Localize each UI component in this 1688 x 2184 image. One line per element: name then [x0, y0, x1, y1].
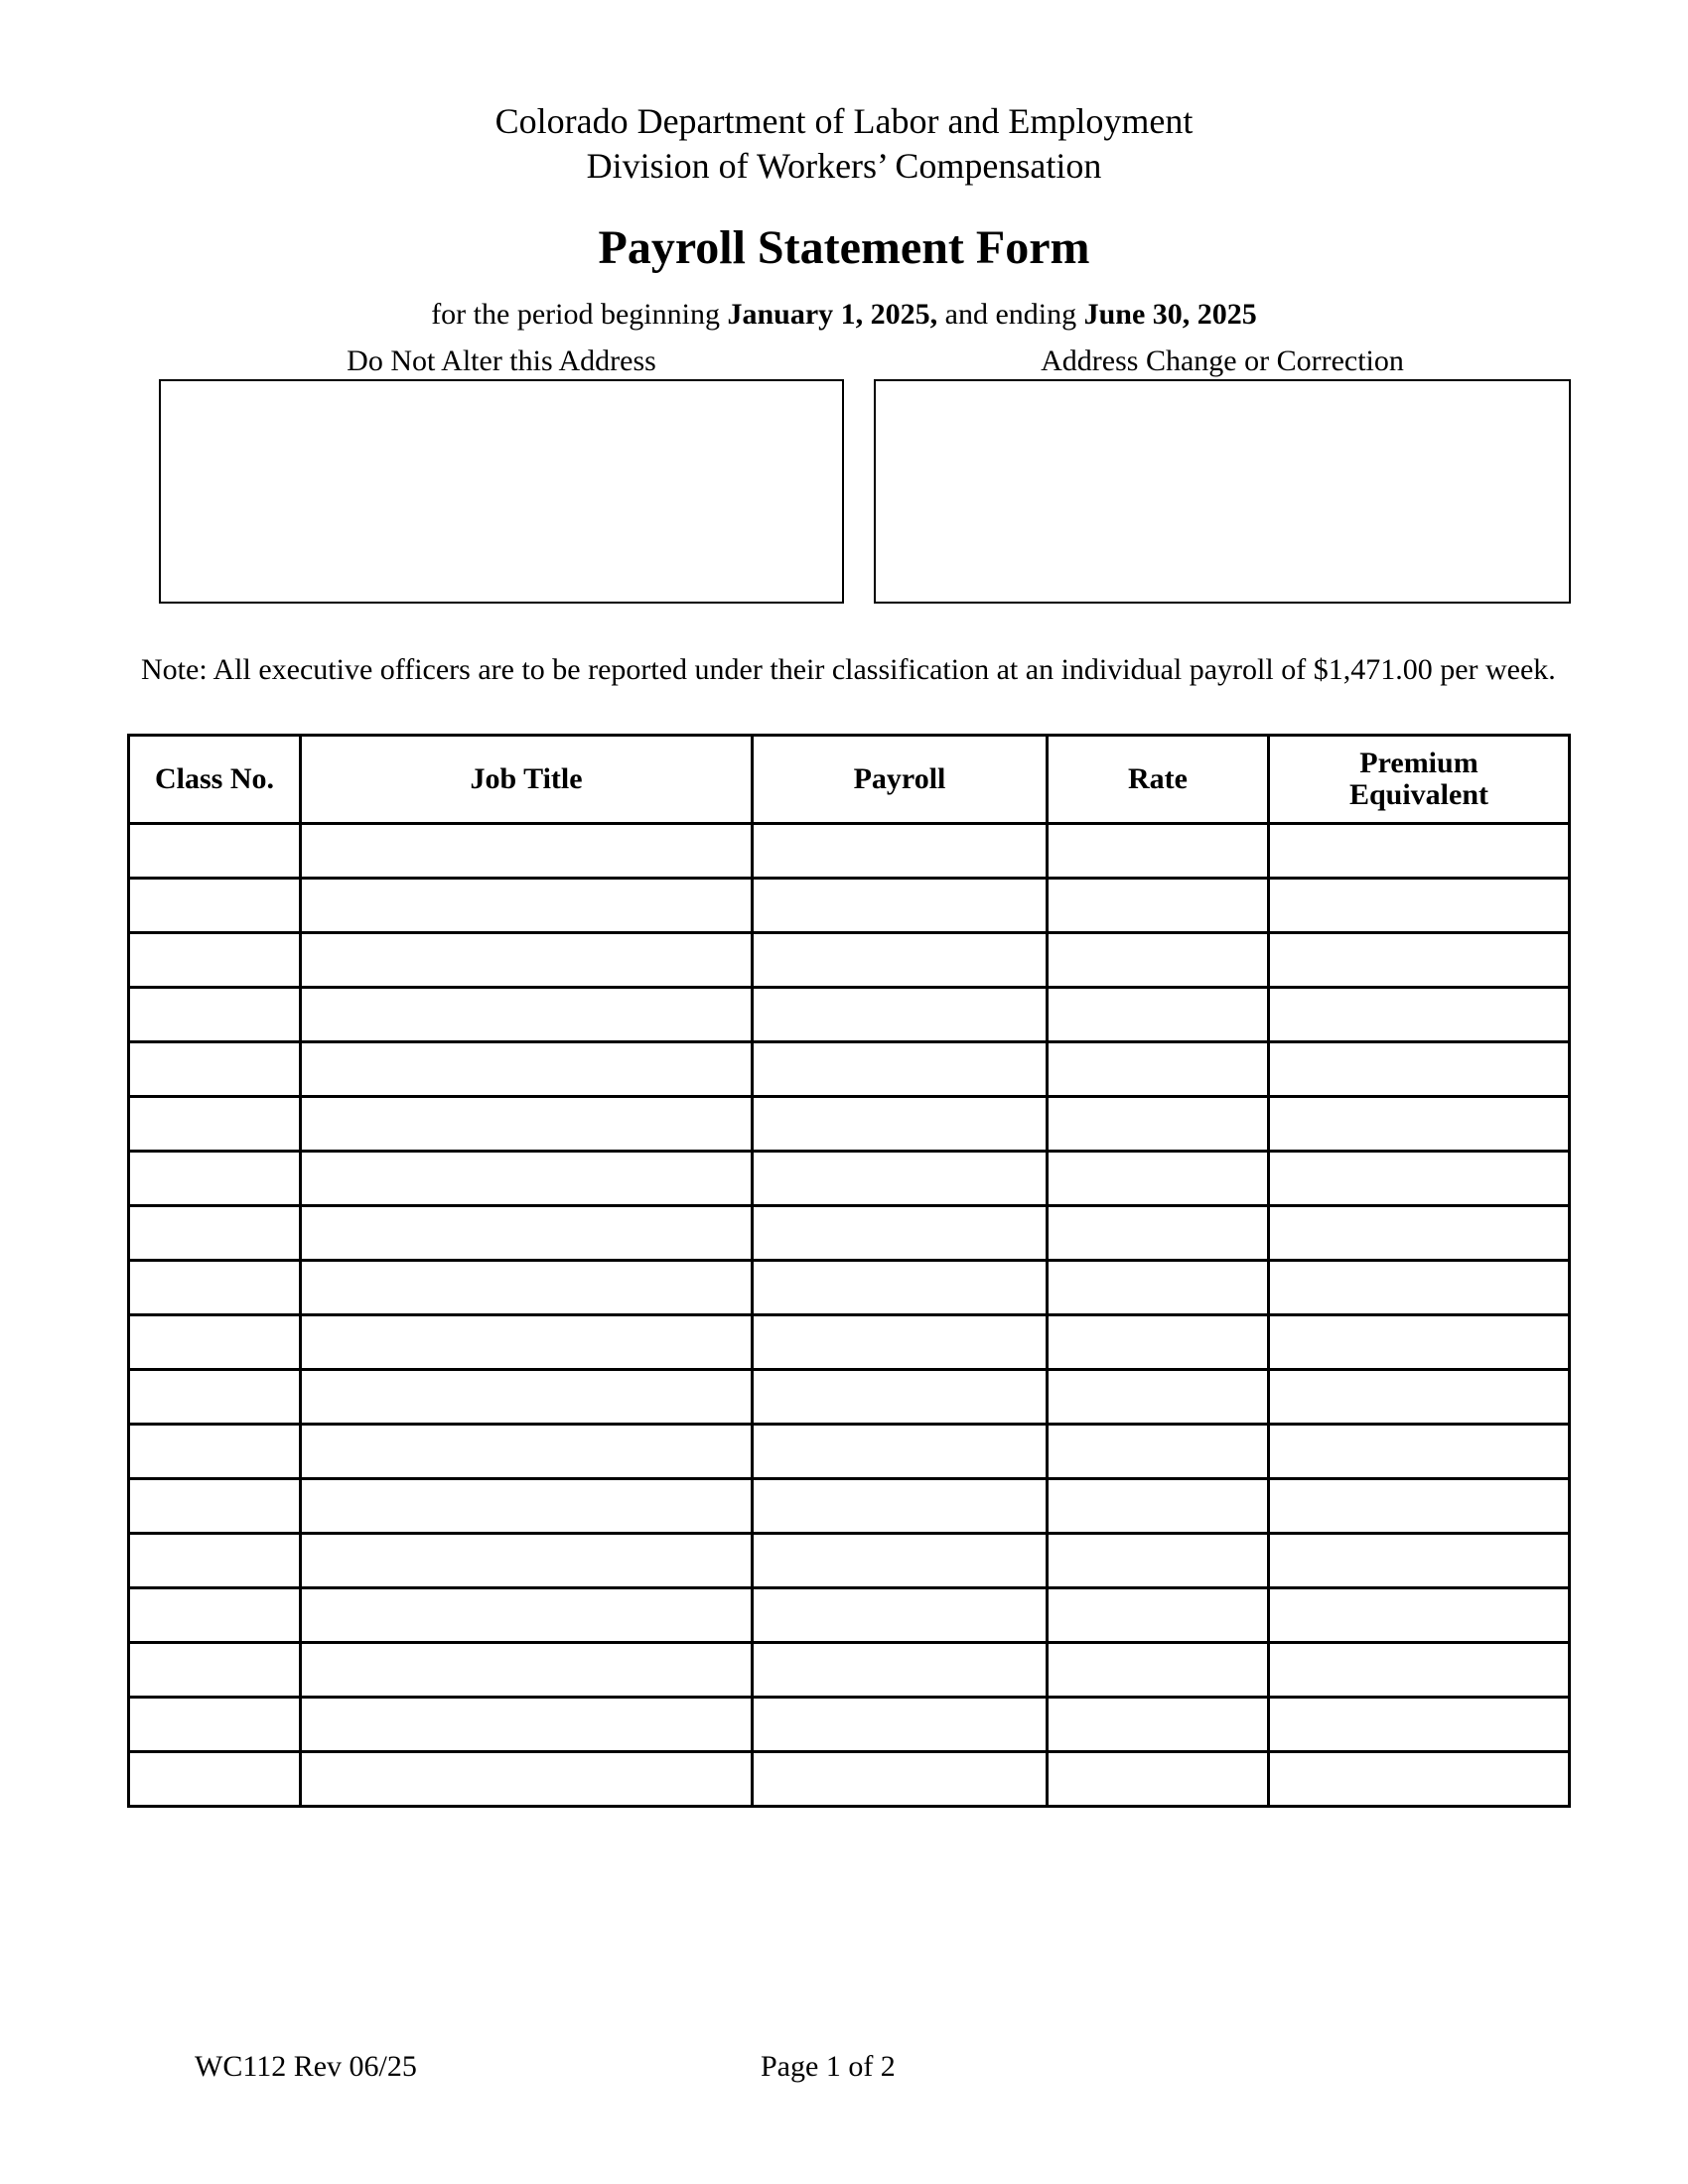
payroll-cell[interactable] [753, 1097, 1048, 1152]
premium-equivalent-cell[interactable] [1269, 1206, 1570, 1261]
job-title-cell[interactable] [301, 1643, 753, 1698]
payroll-cell[interactable] [753, 879, 1048, 933]
rate-cell[interactable] [1048, 1152, 1269, 1206]
premium-equivalent-cell[interactable] [1269, 879, 1570, 933]
column-header-rate: Rate [1048, 736, 1269, 824]
job-title-cell[interactable] [301, 824, 753, 879]
table-row [129, 1261, 1570, 1315]
job-title-cell[interactable] [301, 1152, 753, 1206]
rate-cell[interactable] [1048, 1479, 1269, 1534]
payroll-cell[interactable] [753, 933, 1048, 988]
payroll-cell[interactable] [753, 1152, 1048, 1206]
premium-equivalent-cell[interactable] [1269, 1370, 1570, 1425]
table-row [129, 1643, 1570, 1698]
rate-cell[interactable] [1048, 1370, 1269, 1425]
payroll-cell[interactable] [753, 1042, 1048, 1097]
premium-equivalent-cell[interactable] [1269, 1698, 1570, 1752]
rate-cell[interactable] [1048, 1588, 1269, 1643]
job-title-cell[interactable] [301, 988, 753, 1042]
job-title-cell[interactable] [301, 1042, 753, 1097]
payroll-table [127, 734, 1571, 1808]
payroll-table-body [129, 824, 1570, 1807]
job-title-cell[interactable] [301, 1315, 753, 1370]
payroll-cell[interactable] [753, 988, 1048, 1042]
class-no-cell[interactable] [129, 1042, 301, 1097]
class-no-cell[interactable] [129, 1698, 301, 1752]
table-row [129, 1152, 1570, 1206]
rate-cell[interactable] [1048, 1425, 1269, 1479]
payroll-cell[interactable] [753, 1588, 1048, 1643]
rate-cell[interactable] [1048, 879, 1269, 933]
column-header-job-title: Job Title [301, 736, 753, 824]
table-row [129, 1534, 1570, 1588]
class-no-cell[interactable] [129, 1752, 301, 1807]
premium-header-line2: Equivalent [1348, 778, 1489, 811]
class-no-cell[interactable] [129, 1152, 301, 1206]
premium-equivalent-cell[interactable] [1269, 988, 1570, 1042]
payroll-cell[interactable] [753, 1752, 1048, 1807]
job-title-cell[interactable] [301, 1425, 753, 1479]
job-title-cell[interactable] [301, 1206, 753, 1261]
payroll-cell[interactable] [753, 1425, 1048, 1479]
table-row [129, 1315, 1570, 1370]
agency-header [0, 99, 1688, 189]
form-number: WC112 Rev 06/25 [195, 2050, 417, 2083]
payroll-cell[interactable] [753, 1370, 1048, 1425]
job-title-cell[interactable] [301, 933, 753, 988]
job-title-cell[interactable] [301, 1534, 753, 1588]
payroll-cell[interactable] [753, 1479, 1048, 1534]
column-header-class-no: Class No. [129, 736, 301, 824]
payroll-cell[interactable] [753, 824, 1048, 879]
rate-cell[interactable] [1048, 1261, 1269, 1315]
payroll-cell[interactable] [753, 1261, 1048, 1315]
premium-equivalent-cell[interactable] [1269, 1152, 1570, 1206]
rate-cell[interactable] [1048, 933, 1269, 988]
class-no-cell[interactable] [129, 1534, 301, 1588]
class-no-cell[interactable] [129, 1479, 301, 1534]
page-number: Page 1 of 2 [761, 2050, 896, 2083]
rate-cell[interactable] [1048, 824, 1269, 879]
premium-equivalent-cell[interactable] [1269, 1752, 1570, 1807]
period-end: June 30, 2025 [1083, 298, 1257, 331]
class-no-cell[interactable] [129, 1206, 301, 1261]
rate-cell[interactable] [1048, 1042, 1269, 1097]
period-start: January 1, 2025, [727, 298, 938, 331]
job-title-cell[interactable] [301, 1370, 753, 1425]
column-header-payroll: Payroll [753, 736, 1048, 824]
form-title: Payroll Statement Form [598, 221, 1090, 274]
job-title-cell[interactable] [301, 1588, 753, 1643]
class-no-cell[interactable] [129, 879, 301, 933]
premium-equivalent-cell[interactable] [1269, 1315, 1570, 1370]
class-no-cell[interactable] [129, 1643, 301, 1698]
fixed-address-label: Do Not Alter this Address [347, 344, 656, 377]
class-no-cell[interactable] [129, 1261, 301, 1315]
class-no-cell[interactable] [129, 1315, 301, 1370]
executive-officer-note: Note: All executive officers are to be reported under their classification at an individual payroll of $1,471.00 per week. [141, 653, 1556, 686]
job-title-cell[interactable] [301, 1752, 753, 1807]
premium-equivalent-cell[interactable] [1269, 1097, 1570, 1152]
fixed-address-box [159, 379, 844, 604]
class-no-cell[interactable] [129, 824, 301, 879]
job-title-cell[interactable] [301, 1261, 753, 1315]
class-no-cell[interactable] [129, 933, 301, 988]
address-change-box[interactable] [874, 379, 1571, 604]
table-row [129, 1588, 1570, 1643]
period-line [0, 296, 1688, 334]
table-row [129, 1425, 1570, 1479]
rate-cell[interactable] [1048, 1534, 1269, 1588]
premium-equivalent-cell[interactable] [1269, 1042, 1570, 1097]
payroll-cell[interactable] [753, 1315, 1048, 1370]
job-title-cell[interactable] [301, 1479, 753, 1534]
job-title-cell[interactable] [301, 1097, 753, 1152]
table-row [129, 1698, 1570, 1752]
table-row [129, 933, 1570, 988]
premium-equivalent-cell[interactable] [1269, 933, 1570, 988]
premium-equivalent-cell[interactable] [1269, 1425, 1570, 1479]
rate-cell[interactable] [1048, 988, 1269, 1042]
premium-header-line1: Premium [1359, 747, 1478, 779]
rate-cell[interactable] [1048, 1752, 1269, 1807]
rate-cell[interactable] [1048, 1097, 1269, 1152]
job-title-cell[interactable] [301, 1698, 753, 1752]
table-row [129, 1479, 1570, 1534]
rate-cell[interactable] [1048, 1698, 1269, 1752]
payroll-cell[interactable] [753, 1206, 1048, 1261]
class-no-cell[interactable] [129, 1425, 301, 1479]
payroll-cell[interactable] [753, 1698, 1048, 1752]
table-row [129, 988, 1570, 1042]
class-no-cell[interactable] [129, 988, 301, 1042]
table-row [129, 1206, 1570, 1261]
column-header-premium-equivalent [1269, 736, 1570, 824]
class-no-cell[interactable] [129, 1370, 301, 1425]
table-row [129, 824, 1570, 879]
premium-equivalent-cell[interactable] [1269, 1479, 1570, 1534]
table-row [129, 1370, 1570, 1425]
premium-equivalent-cell[interactable] [1269, 1534, 1570, 1588]
table-row [129, 1042, 1570, 1097]
address-change-label: Address Change or Correction [1041, 344, 1404, 377]
table-row [129, 1752, 1570, 1807]
rate-cell[interactable] [1048, 1206, 1269, 1261]
rate-cell[interactable] [1048, 1643, 1269, 1698]
division-name: Division of Workers’ Compensation [586, 146, 1102, 186]
job-title-cell[interactable] [301, 879, 753, 933]
payroll-cell[interactable] [753, 1534, 1048, 1588]
table-header-row [129, 736, 1570, 824]
premium-equivalent-cell[interactable] [1269, 824, 1570, 879]
class-no-cell[interactable] [129, 1588, 301, 1643]
premium-equivalent-cell[interactable] [1269, 1261, 1570, 1315]
table-row [129, 1097, 1570, 1152]
period-prefix: for the period beginning [431, 298, 728, 331]
premium-equivalent-cell[interactable] [1269, 1588, 1570, 1643]
period-middle: and ending [937, 298, 1084, 331]
rate-cell[interactable] [1048, 1315, 1269, 1370]
payroll-cell[interactable] [753, 1643, 1048, 1698]
premium-equivalent-cell[interactable] [1269, 1643, 1570, 1698]
class-no-cell[interactable] [129, 1097, 301, 1152]
table-row [129, 879, 1570, 933]
department-name: Colorado Department of Labor and Employment [494, 101, 1194, 141]
